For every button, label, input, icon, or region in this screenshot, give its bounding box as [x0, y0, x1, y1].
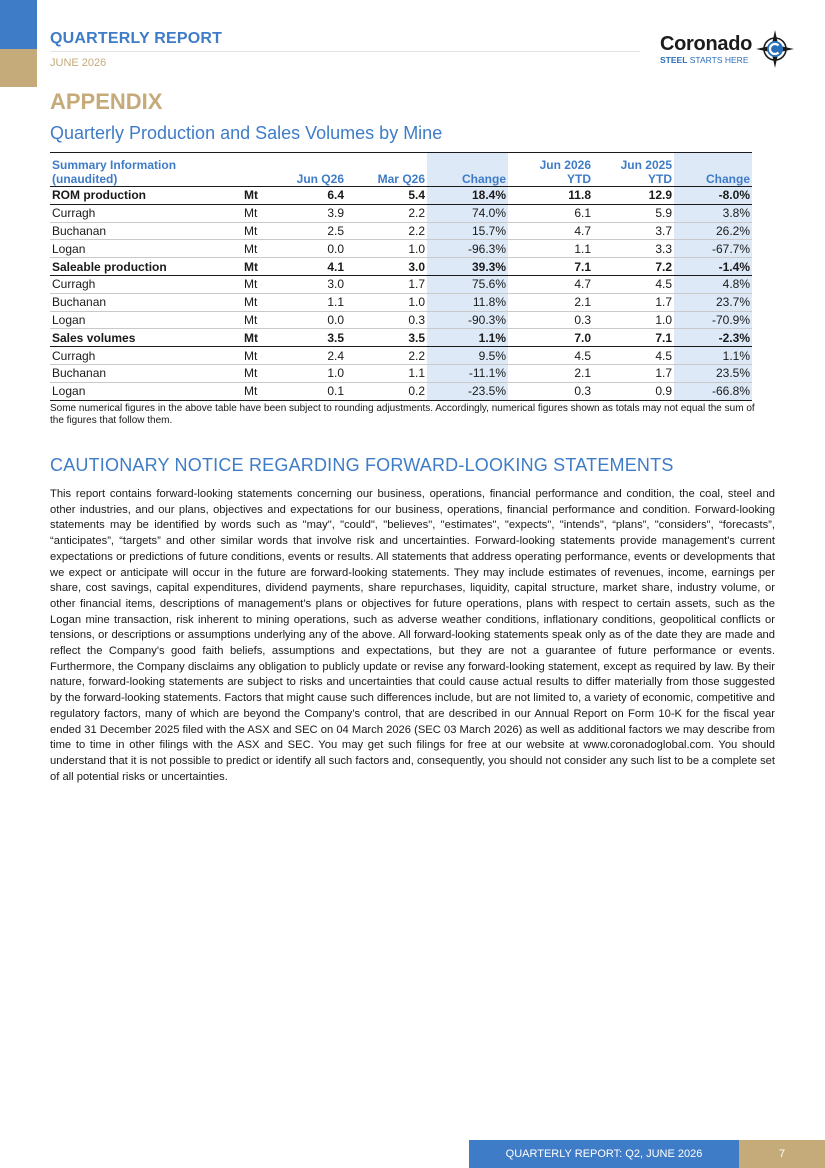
- cell-y1: 0.3: [508, 382, 593, 400]
- col-header-change: Change: [427, 153, 508, 187]
- cell-y2: 1.0: [593, 311, 674, 329]
- table-row: [50, 240, 752, 258]
- cell-label: Saleable production: [50, 258, 242, 276]
- table-row: [50, 293, 752, 311]
- report-date: JUNE 2026: [50, 57, 107, 69]
- cell-chg: 74.0%: [427, 204, 508, 222]
- cell-unit: Mt: [242, 382, 268, 400]
- cell-chg2: -8.0%: [674, 187, 752, 205]
- cell-label: Logan: [50, 382, 242, 400]
- cell-y1: 11.8: [508, 187, 593, 205]
- company-logo: [660, 30, 795, 70]
- cell-chg2: 26.2%: [674, 222, 752, 240]
- col-header-unit: [242, 153, 268, 187]
- cell-chg: -96.3%: [427, 240, 508, 258]
- cell-label: Logan: [50, 240, 242, 258]
- table-row: [50, 364, 752, 382]
- cell-chg2: 4.8%: [674, 275, 752, 293]
- cell-y1: 2.1: [508, 364, 593, 382]
- cell-q2: 5.4: [346, 187, 427, 205]
- cell-y2: 1.7: [593, 293, 674, 311]
- cell-q1: 0.0: [268, 240, 346, 258]
- cell-chg: 9.5%: [427, 347, 508, 365]
- rounding-footnote: Some numerical figures in the above table have been subject to rounding adjustments. Accordingly, numerical figures shown as totals may not equal the sum of the figures that follow them.: [50, 403, 755, 426]
- cell-y1: 4.5: [508, 347, 593, 365]
- cell-y1: 2.1: [508, 293, 593, 311]
- cell-q2: 3.5: [346, 329, 427, 347]
- cell-label: Buchanan: [50, 222, 242, 240]
- cell-label: ROM production: [50, 187, 242, 205]
- cell-chg: 39.3%: [427, 258, 508, 276]
- cell-y1: 0.3: [508, 311, 593, 329]
- cell-chg2: -1.4%: [674, 258, 752, 276]
- cell-q1: 2.5: [268, 222, 346, 240]
- table-header-row: [50, 153, 752, 187]
- cell-y1: 6.1: [508, 204, 593, 222]
- col-header-summary: Summary Information (unaudited): [50, 153, 242, 187]
- header-accent-tan: [0, 49, 37, 87]
- col-header-mar-q26: Mar Q26: [346, 153, 427, 187]
- report-title: QUARTERLY REPORT: [50, 30, 223, 47]
- cell-chg2: 1.1%: [674, 347, 752, 365]
- cautionary-body: This report contains forward-looking statements concerning our business, operations, financial performance and condition, the coal, steel and other industries, and our plans, objectives and expectations for our business, operations, financial performance and condition. Forward-looking statements may be identified by words such as "may", "could", "believes", "estimates", "expects", "intends", “plans”, "considers", “forecasts”, “anticipates”, “targets” and other similar words that involve risk and uncertainties. Forward-looking statements provide management's current expectations or predictions of future conditions, events or results. All statements that address operating performance, events or developments that we expect or anticipate will occur in the future are forward-looking statements. They may include estimates of revenues, income, earnings per share, cost savings, capital expenditures, dividend payments, share repurchases, liquidity, capital structure, market share, industry volume, or other financial items, descriptions of management’s plans or objectives for future operations, plans with respect to certain assets, such as the Logan mine transaction, risk inherent to mining operations, such as adverse weather conditions, inflationary conditions, geopolitical conflicts or tensions, or descriptions or assumptions underlying any of the above. All forward-looking statements speak only as of the date they are made and reflect the Company's good faith beliefs, assumptions and expectations, but they are not a guarantee of future performance or events. Furthermore, the Company disclaims any obligation to publicly update or revise any forward-looking statement, except as required by law. By their nature, forward-looking statements are subject to risks and uncertainties that could cause actual results to differ materially from those suggested by the forward-looking statements. Factors that might cause such differences include, but are not limited to, a variety of economic, competitive and regulatory factors, many of which are beyond the Company’s control, that are described in our Annual Report on Form 10-K for the fiscal year ended 31 December 2025 filed with the ASX and SEC on 04 March 2026 (SEC 03 March 2026) as well as additional factors we may describe from time to time in other filings with the ASX and SEC. You may get such filings for free at our website at www.coronadoglobal.com. You should understand that it is not possible to predict or identify all such factors and, consequently, you should not consider any such list to be a complete set of all potential risks or uncertainties.: [50, 488, 775, 783]
- cell-chg: -23.5%: [427, 382, 508, 400]
- cell-unit: Mt: [242, 258, 268, 276]
- cell-chg: 11.8%: [427, 293, 508, 311]
- cell-q1: 1.1: [268, 293, 346, 311]
- cell-q1: 0.1: [268, 382, 346, 400]
- cell-chg2: -67.7%: [674, 240, 752, 258]
- table-row: [50, 222, 752, 240]
- cell-label: Logan: [50, 311, 242, 329]
- cell-chg: 15.7%: [427, 222, 508, 240]
- cell-unit: Mt: [242, 293, 268, 311]
- cell-q2: 1.0: [346, 293, 427, 311]
- cell-q2: 1.1: [346, 364, 427, 382]
- table-row: [50, 329, 752, 347]
- section-subtitle: Quarterly Production and Sales Volumes by Mine: [50, 123, 443, 143]
- table-row: [50, 311, 752, 329]
- cell-q1: 3.0: [268, 275, 346, 293]
- cell-q2: 2.2: [346, 347, 427, 365]
- table-body: [50, 187, 752, 401]
- cell-q1: 6.4: [268, 187, 346, 205]
- col-header-change-ytd: Change: [674, 153, 752, 187]
- cell-unit: Mt: [242, 347, 268, 365]
- cell-unit: Mt: [242, 364, 268, 382]
- cell-chg2: 23.7%: [674, 293, 752, 311]
- cell-y2: 3.3: [593, 240, 674, 258]
- cell-chg2: -66.8%: [674, 382, 752, 400]
- cell-q1: 1.0: [268, 364, 346, 382]
- cell-unit: Mt: [242, 222, 268, 240]
- table-row: [50, 258, 752, 276]
- cell-q1: 4.1: [268, 258, 346, 276]
- cell-q2: 3.0: [346, 258, 427, 276]
- cell-q2: 0.2: [346, 382, 427, 400]
- page-number: 7: [739, 1140, 825, 1168]
- cell-q1: 0.0: [268, 311, 346, 329]
- cell-q2: 0.3: [346, 311, 427, 329]
- cell-y2: 1.7: [593, 364, 674, 382]
- compass-logo-icon: [756, 30, 794, 68]
- col-header-jun-2026-ytd: Jun 2026 YTD: [508, 153, 593, 187]
- section-title: APPENDIX: [50, 89, 163, 114]
- header-divider: [50, 51, 640, 52]
- cell-chg: -11.1%: [427, 364, 508, 382]
- cell-y2: 7.1: [593, 329, 674, 347]
- cell-q2: 1.0: [346, 240, 427, 258]
- cell-q2: 2.2: [346, 222, 427, 240]
- cell-label: Curragh: [50, 204, 242, 222]
- cell-label: Curragh: [50, 275, 242, 293]
- cell-chg2: 23.5%: [674, 364, 752, 382]
- cell-y2: 4.5: [593, 275, 674, 293]
- logo-tag-rest: STARTS HERE: [687, 55, 749, 65]
- cell-y1: 1.1: [508, 240, 593, 258]
- cell-q1: 2.4: [268, 347, 346, 365]
- cell-unit: Mt: [242, 311, 268, 329]
- cell-q2: 2.2: [346, 204, 427, 222]
- cell-q2: 1.7: [346, 275, 427, 293]
- footer-report-label: QUARTERLY REPORT: Q2, JUNE 2026: [469, 1140, 739, 1168]
- cell-unit: Mt: [242, 329, 268, 347]
- cell-chg2: -70.9%: [674, 311, 752, 329]
- cell-y2: 0.9: [593, 382, 674, 400]
- table-row: [50, 187, 752, 205]
- cell-y1: 7.1: [508, 258, 593, 276]
- cell-label: Buchanan: [50, 293, 242, 311]
- cell-label: Buchanan: [50, 364, 242, 382]
- col-header-jun-2025-ytd: Jun 2025 YTD: [593, 153, 674, 187]
- cell-q1: 3.5: [268, 329, 346, 347]
- table-row: [50, 204, 752, 222]
- table-row: [50, 275, 752, 293]
- cell-y1: 7.0: [508, 329, 593, 347]
- table-row: [50, 382, 752, 400]
- cell-y2: 5.9: [593, 204, 674, 222]
- cell-y1: 4.7: [508, 222, 593, 240]
- logo-tagline: [660, 55, 749, 65]
- logo-name: Coronado: [660, 33, 753, 55]
- cell-chg2: -2.3%: [674, 329, 752, 347]
- cell-y2: 4.5: [593, 347, 674, 365]
- cell-chg: 1.1%: [427, 329, 508, 347]
- cautionary-heading: CAUTIONARY NOTICE REGARDING FORWARD-LOOKING STATEMENTS: [50, 455, 674, 475]
- header-accent-blue: [0, 0, 37, 49]
- table-row: [50, 347, 752, 365]
- cell-q1: 3.9: [268, 204, 346, 222]
- cell-unit: Mt: [242, 204, 268, 222]
- logo-tag-bold: STEEL: [660, 55, 688, 65]
- cell-chg2: 3.8%: [674, 204, 752, 222]
- cell-chg: 75.6%: [427, 275, 508, 293]
- cell-unit: Mt: [242, 275, 268, 293]
- cell-y2: 12.9: [593, 187, 674, 205]
- cell-chg: -90.3%: [427, 311, 508, 329]
- cell-unit: Mt: [242, 240, 268, 258]
- cell-y2: 3.7: [593, 222, 674, 240]
- col-header-jun-q26: Jun Q26: [268, 153, 346, 187]
- cell-chg: 18.4%: [427, 187, 508, 205]
- volumes-table: [50, 152, 752, 401]
- cell-y1: 4.7: [508, 275, 593, 293]
- cell-label: Sales volumes: [50, 329, 242, 347]
- cell-y2: 7.2: [593, 258, 674, 276]
- cell-unit: Mt: [242, 187, 268, 205]
- cell-label: Curragh: [50, 347, 242, 365]
